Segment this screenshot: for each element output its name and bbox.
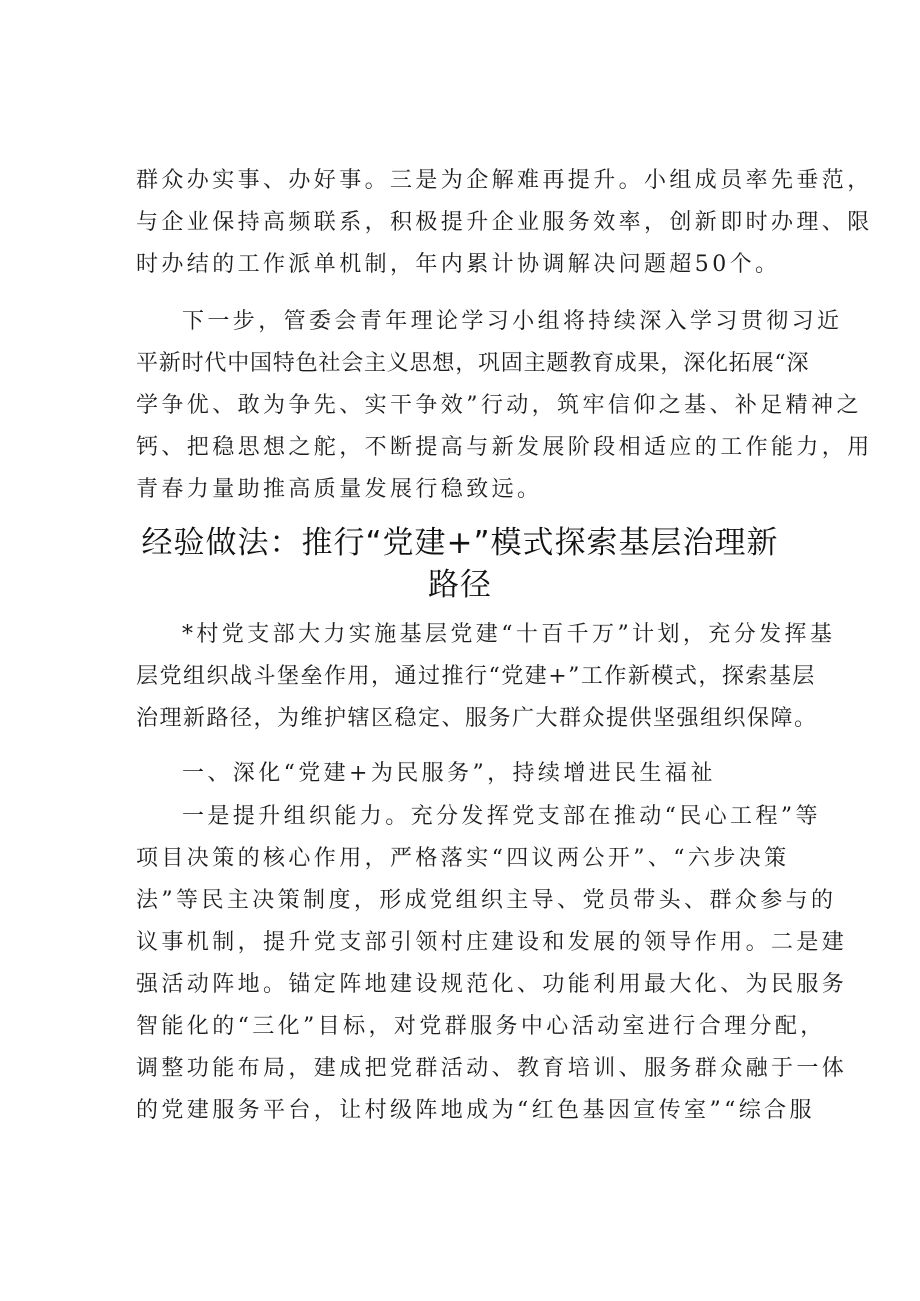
paragraph-4-line-5: 强活动阵地。锚定阵地建设规范化、功能利用最大化、为民服务	[136, 972, 848, 997]
paragraph-4-line-7: 调整功能布局，建成把党群活动、教育培训、服务群众融于一体	[136, 1056, 848, 1081]
section-1-title: 一、深化“党建+为民服务”，持续增进民生福祉	[182, 761, 716, 786]
paragraph-4-line-8: 的党建服务平台，让村级阵地成为“红色基因宣传室”“综合服	[136, 1098, 815, 1123]
paragraph-4-line-4: 议事机制，提升党支部引领村庄建设和发展的领导作用。二是建	[136, 930, 848, 955]
paragraph-2-line-3: 学争优、敢为争先、实干争效”行动，筑牢信仰之基、补足精神之	[136, 393, 862, 418]
section-heading-line-1: 经验做法：推行“党建+”模式探索基层治理新	[141, 525, 779, 561]
paragraph-3-line-3: 治理新路径，为维护辖区稳定、服务广大群众提供坚强组织保障。	[136, 706, 818, 731]
paragraph-3-line-2: 层党组织战斗堡垒作用，通过推行“党建+”工作新模式，探索基层	[136, 664, 816, 689]
paragraph-2-line-5: 青春力量助推高质量发展行稳致远。	[136, 477, 543, 502]
paragraph-1-line-2: 与企业保持高频联系，积极提升企业服务效率，创新即时办理、限	[136, 210, 873, 235]
paragraph-4-line-2: 项目决策的核心作用，严格落实“四议两公开”、“六步决策	[136, 846, 790, 871]
paragraph-4-line-1: 一是提升组织能力。充分发挥党支部在推动“民心工程”等	[182, 804, 821, 829]
paragraph-1-line-3: 时办结的工作派单机制，年内累计协调解决问题超50个。	[136, 252, 781, 277]
paragraph-2-line-4: 钙、把稳思想之舵，不断提高与新发展阶段相适应的工作能力，用	[136, 435, 873, 460]
paragraph-4-line-3: 法”等民主决策制度，形成党组织主导、党员带头、群众参与的	[136, 888, 837, 913]
paragraph-2-line-1: 下一步，管委会青年理论学习小组将持续深入学习贯彻习近	[182, 309, 843, 334]
paragraph-4-line-6: 智能化的“三化”目标，对党群服务中心活动室进行合理分配，	[136, 1014, 826, 1039]
paragraph-3-line-1: *村党支部大力实施基层党建“十百千万”计划，充分发挥基	[182, 622, 836, 647]
section-heading-line-2: 路径	[428, 567, 492, 603]
paragraph-2-line-2: 平新时代中国特色社会主义思想，巩固主题教育成果，深化拓展“深	[136, 351, 810, 376]
paragraph-1-line-1: 群众办实事、办好事。三是为企解难再提升。小组成员率先垂范，	[136, 168, 873, 193]
